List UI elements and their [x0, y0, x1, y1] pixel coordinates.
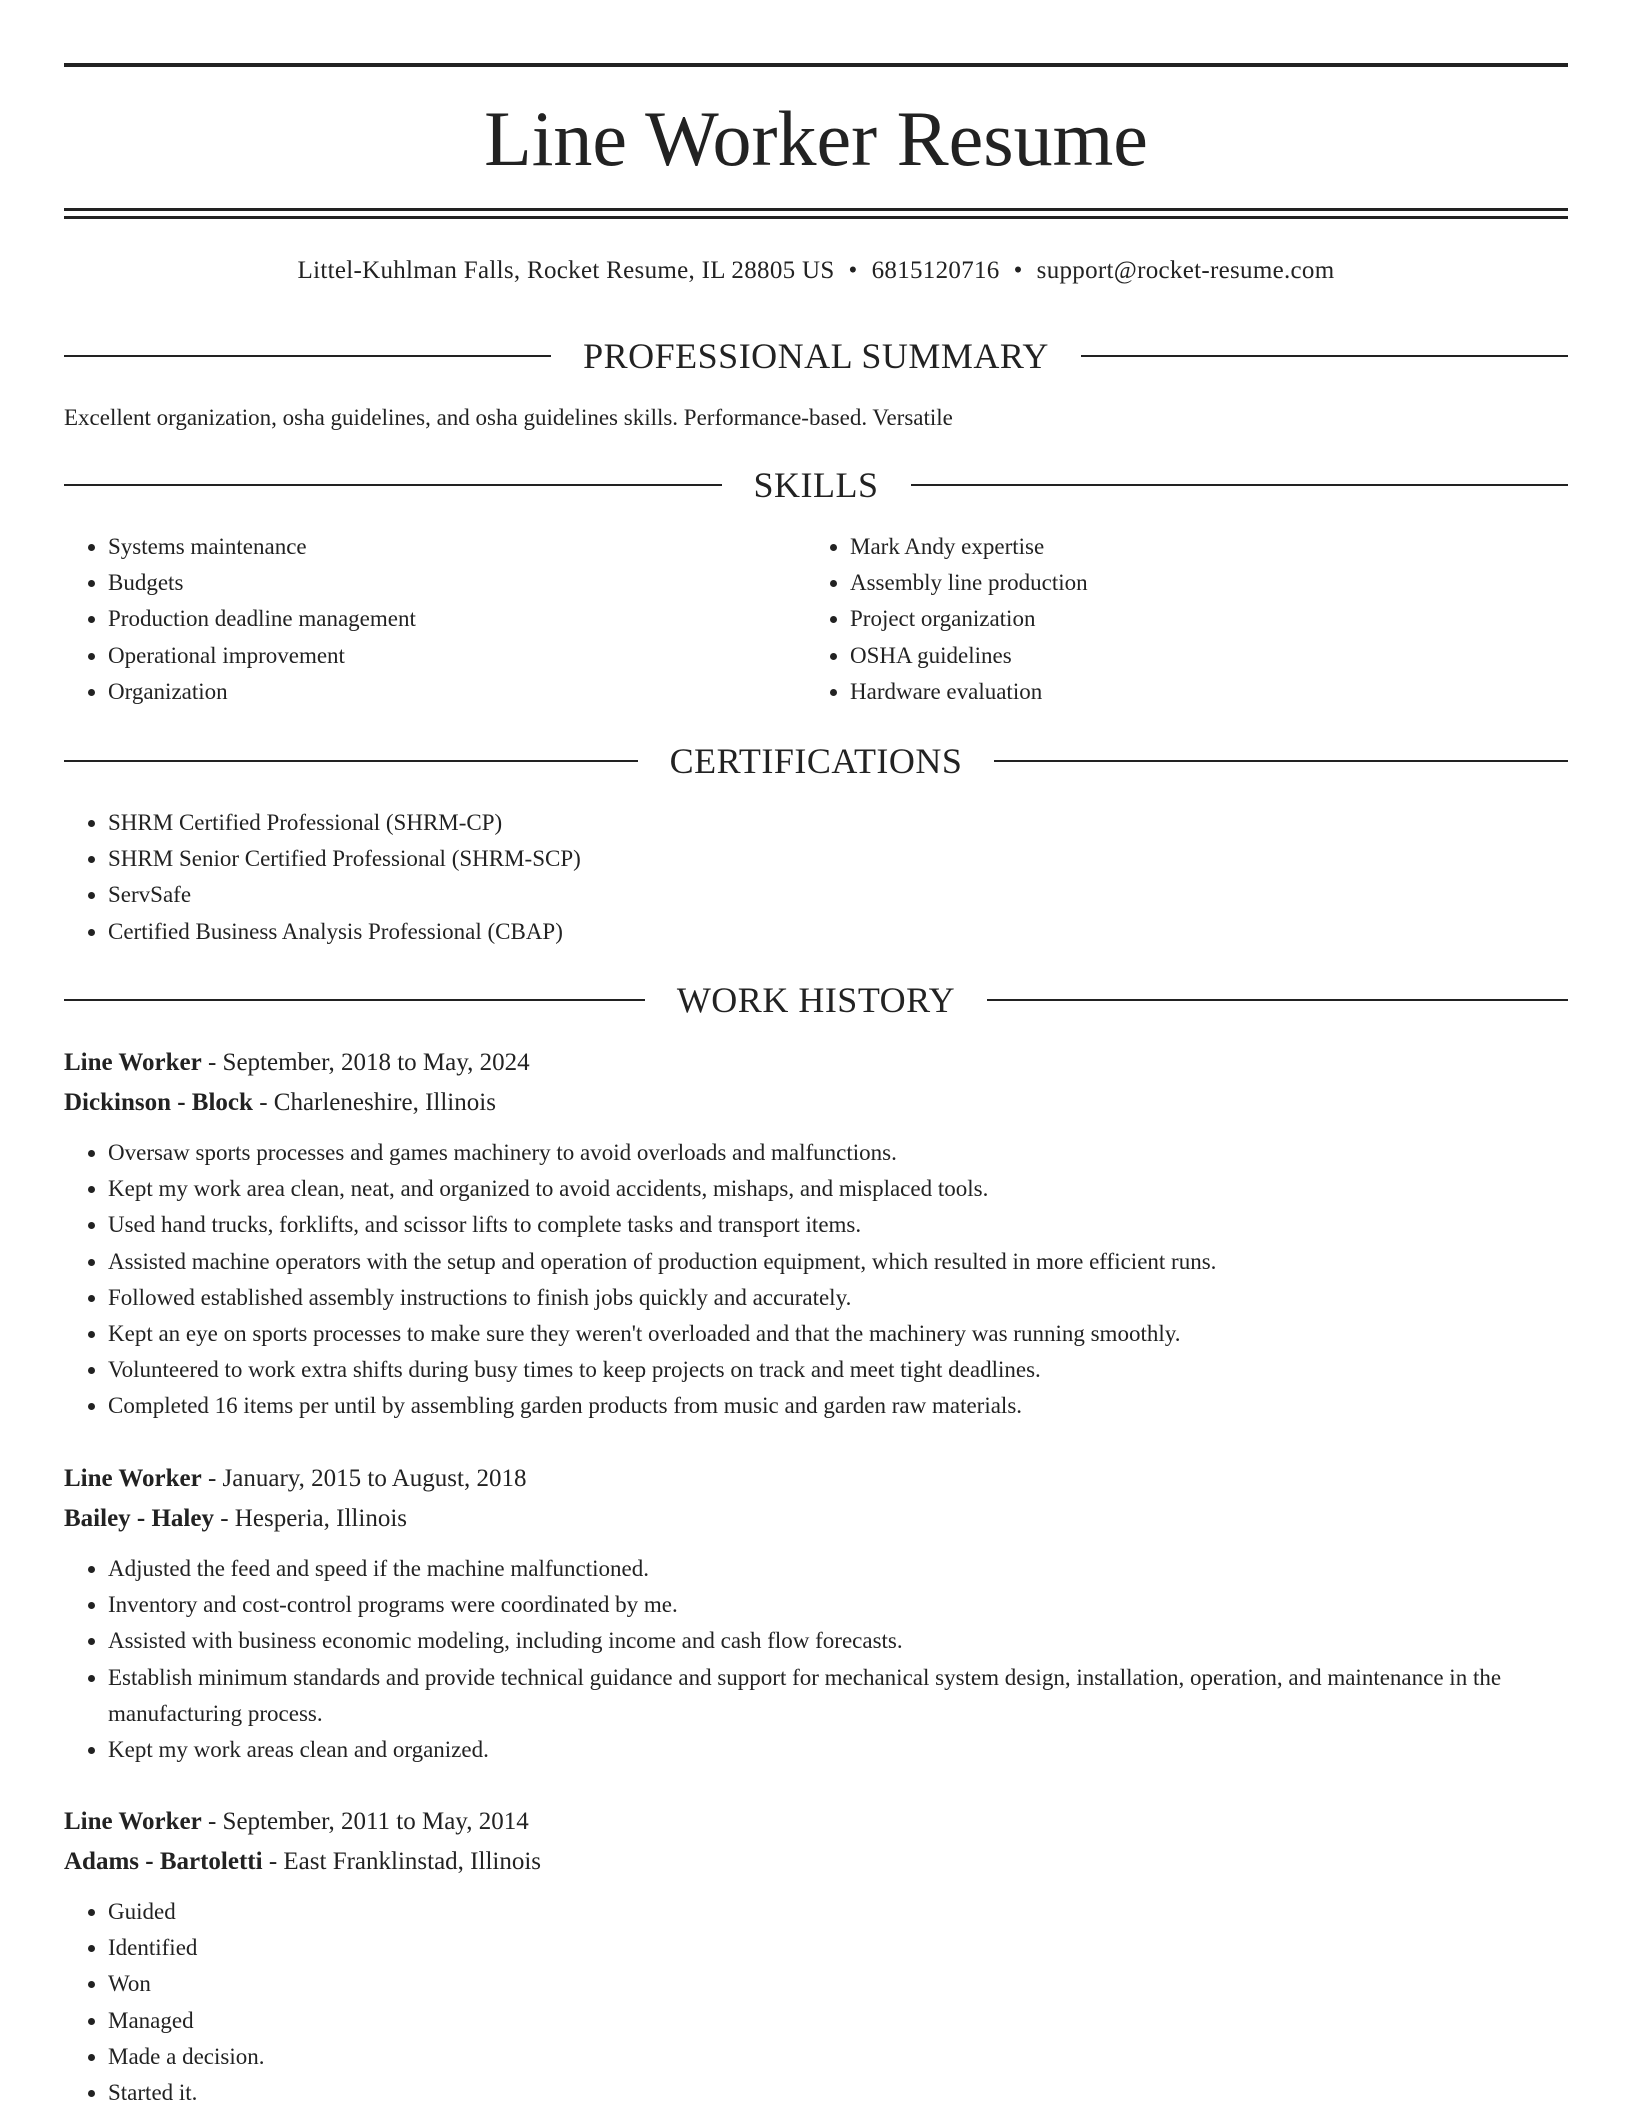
- job-bullets: [64, 1135, 1568, 1425]
- contact-line: [64, 254, 1568, 288]
- section-header-summary: [64, 334, 1568, 378]
- skill-item: • Production deadline management: [108, 601, 764, 637]
- job-bullet: • Made a decision.: [108, 2039, 1568, 2075]
- job-location: - Hesperia, Illinois: [213, 1505, 407, 1532]
- section-rule: [64, 999, 645, 1001]
- job-dates: - January, 2015 to August, 2018: [201, 1465, 527, 1492]
- section-title-certifications: CERTIFICATIONS: [669, 741, 963, 781]
- job-bullets: [64, 1894, 1568, 2111]
- contact-phone: 6815120716: [871, 257, 1000, 284]
- section-rule: [64, 484, 722, 486]
- top-rule: [64, 63, 1568, 67]
- job-bullet: • Guided: [108, 1894, 1568, 1930]
- resume-title: Line Worker Resume: [484, 95, 1148, 182]
- job-bullet: • Oversaw sports processes and games machinery to avoid overloads and malfunctions.: [108, 1135, 1568, 1171]
- job-title: Line Worker: [64, 1465, 202, 1492]
- job-bullet: • Establish minimum standards and provide technical guidance and support for mechanical system design, installation, operation, and maintenance in the manufacturing process.: [108, 1660, 1568, 1732]
- job-bullet: • Kept my work areas clean and organized.: [108, 1732, 1568, 1768]
- certification-item: • ServSafe: [108, 877, 1564, 913]
- skill-item: • Organization: [108, 674, 764, 710]
- skills-column-right: [806, 529, 1506, 710]
- certification-item: • SHRM Senior Certified Professional (SHRM-SCP): [108, 841, 1564, 877]
- job-company-line: [64, 1499, 1568, 1539]
- certification-item: • Certified Business Analysis Professional (CBAP): [108, 914, 1564, 950]
- title-double-rule-upper: [64, 208, 1568, 211]
- job-company: Dickinson - Block: [64, 1089, 253, 1116]
- job-bullet: • Adjusted the feed and speed if the machine malfunctioned.: [108, 1551, 1568, 1587]
- contact-email[interactable]: support@rocket-resume.com: [1036, 257, 1335, 284]
- job-company: Bailey - Haley: [64, 1505, 214, 1532]
- job-bullet: • Completed 16 items per until by assembling garden products from music and garden raw materials.: [108, 1388, 1568, 1424]
- job-company: Adams - Bartoletti: [64, 1848, 263, 1875]
- job-bullet: • Inventory and cost-control programs were coordinated by me.: [108, 1587, 1568, 1623]
- skill-item: • Operational improvement: [108, 638, 764, 674]
- job-bullet: • Volunteered to work extra shifts during busy times to keep projects on track and meet tight deadlines.: [108, 1352, 1568, 1388]
- certifications-list: [64, 805, 1564, 950]
- contact-separator: •: [1013, 257, 1023, 284]
- job-bullet: • Managed: [108, 2003, 1568, 2039]
- section-header-certifications: [64, 739, 1568, 783]
- skill-item: • Project organization: [850, 601, 1506, 637]
- job-entry: [64, 1459, 1568, 1768]
- job-company-line: [64, 1083, 1568, 1123]
- job-bullet: • Assisted machine operators with the setup and operation of production equipment, which resulted in more efficient runs.: [108, 1244, 1568, 1280]
- section-rule: [911, 484, 1569, 486]
- job-bullet: • Used hand trucks, forklifts, and scissor lifts to complete tasks and transport items.: [108, 1207, 1568, 1243]
- job-location: - East Franklinstad, Illinois: [262, 1848, 542, 1875]
- title-double-rule-lower: [64, 216, 1568, 219]
- skill-item: • OSHA guidelines: [850, 638, 1506, 674]
- section-header-work-history: [64, 978, 1568, 1022]
- section-title-summary: PROFESSIONAL SUMMARY: [583, 336, 1049, 376]
- skill-item: • Mark Andy expertise: [850, 529, 1506, 565]
- contact-separator: •: [848, 257, 858, 284]
- skill-item: • Assembly line production: [850, 565, 1506, 601]
- section-rule: [64, 760, 638, 762]
- section-rule: [1081, 355, 1568, 357]
- job-bullet: • Identified: [108, 1930, 1568, 1966]
- job-dates: - September, 2018 to May, 2024: [201, 1049, 530, 1076]
- job-bullet: • Assisted with business economic modeling, including income and cash flow forecasts.: [108, 1623, 1568, 1659]
- job-dates: - September, 2011 to May, 2014: [201, 1808, 529, 1835]
- job-bullet: • Started it.: [108, 2075, 1568, 2111]
- job-company-line: [64, 1842, 1568, 1882]
- job-bullet: • Followed established assembly instructions to finish jobs quickly and accurately.: [108, 1280, 1568, 1316]
- job-bullet: • Kept an eye on sports processes to make sure they weren't overloaded and that the machinery was running smoothly.: [108, 1316, 1568, 1352]
- job-title-line: [64, 1459, 1568, 1499]
- certification-item: • SHRM Certified Professional (SHRM-CP): [108, 805, 1564, 841]
- section-rule: [64, 355, 551, 357]
- section-title-skills: SKILLS: [753, 465, 879, 505]
- job-bullet: • Kept my work area clean, neat, and organized to avoid accidents, mishaps, and misplaced tools.: [108, 1171, 1568, 1207]
- job-title: Line Worker: [64, 1808, 202, 1835]
- summary-text: Excellent organization, osha guidelines, and osha guidelines skills. Performance-based. Versatile: [64, 405, 953, 430]
- section-header-skills: [64, 463, 1568, 507]
- skills-column-left: [64, 529, 764, 710]
- section-rule: [987, 999, 1568, 1001]
- skill-item: • Budgets: [108, 565, 764, 601]
- job-entry: [64, 1802, 1568, 2111]
- contact-address: Littel-Kuhlman Falls, Rocket Resume, IL 28805 US: [297, 257, 835, 284]
- section-title-work-history: WORK HISTORY: [676, 980, 956, 1020]
- job-title: Line Worker: [64, 1049, 202, 1076]
- section-rule: [994, 760, 1568, 762]
- job-bullet: • Won: [108, 1966, 1568, 2002]
- job-title-line: [64, 1043, 1568, 1083]
- skill-item: • Systems maintenance: [108, 529, 764, 565]
- skill-item: • Hardware evaluation: [850, 674, 1506, 710]
- job-location: - Charleneshire, Illinois: [252, 1089, 496, 1116]
- job-bullets: [64, 1551, 1568, 1768]
- job-title-line: [64, 1802, 1568, 1842]
- job-entry: [64, 1043, 1568, 1425]
